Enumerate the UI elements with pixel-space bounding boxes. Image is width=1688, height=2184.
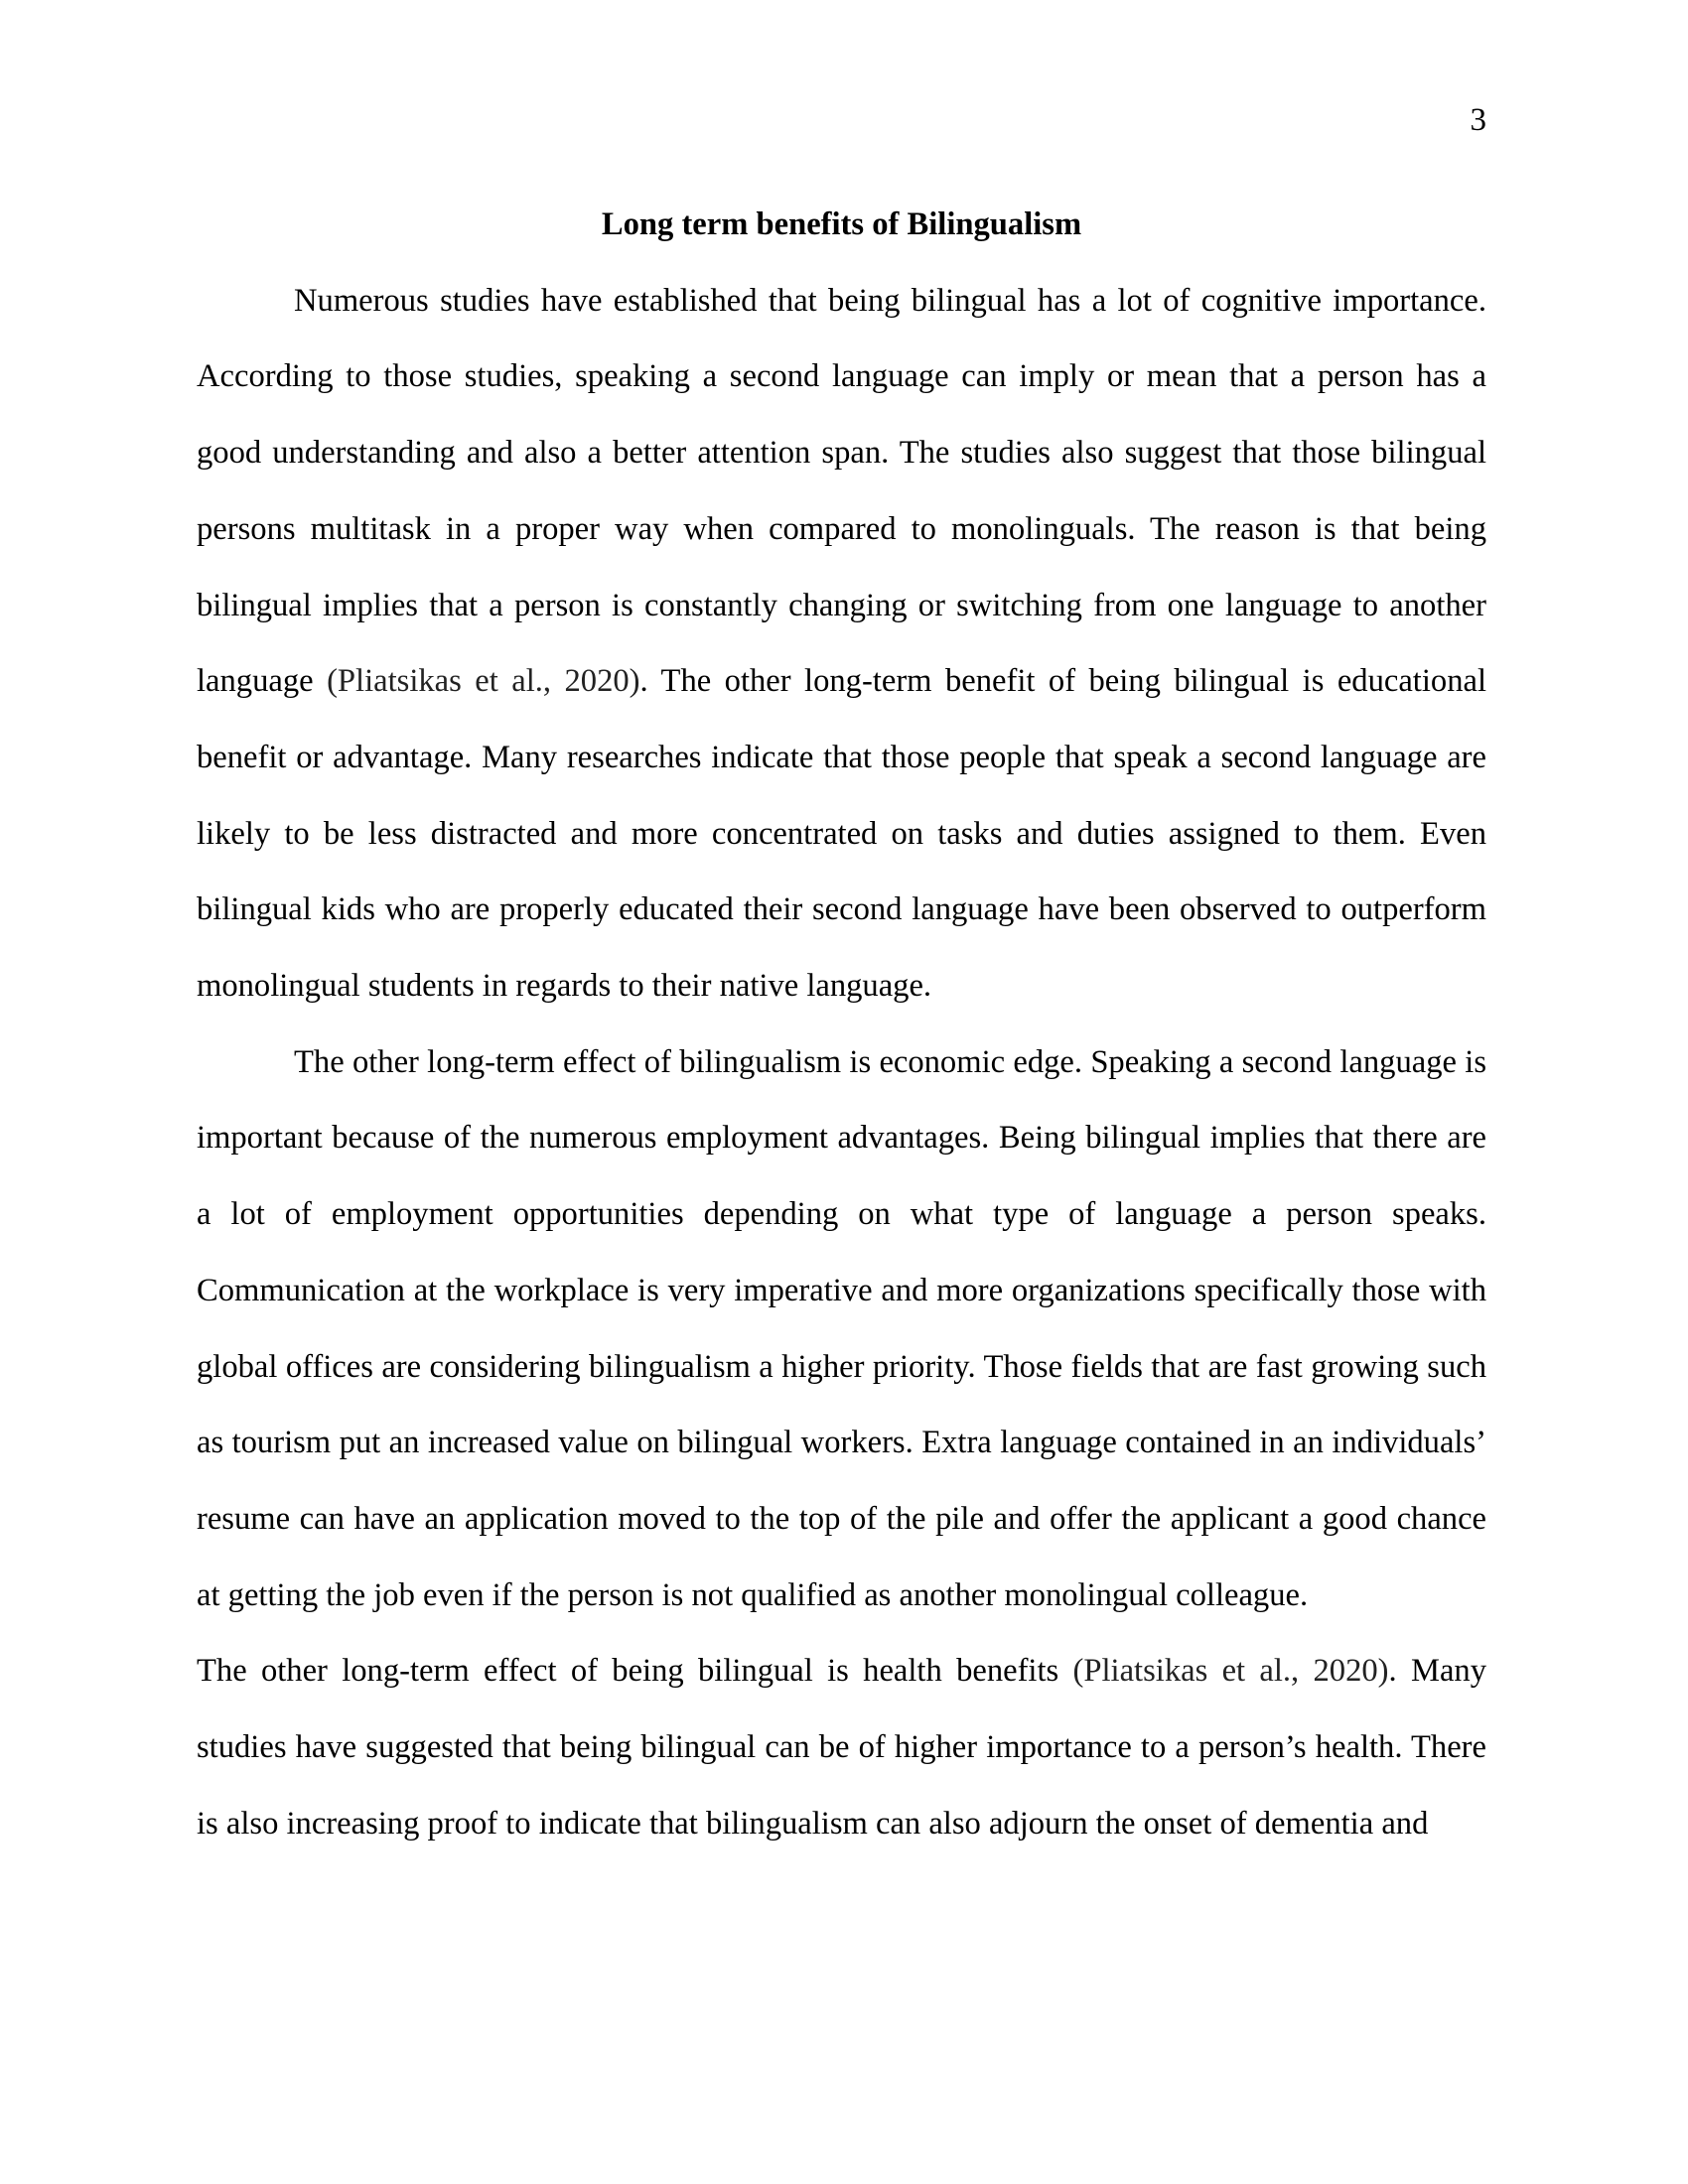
page-number: 3 — [1470, 102, 1486, 138]
paragraph-cognitive-educational — [197, 263, 1486, 1024]
citation: (Pliatsikas et al., 2020) — [1072, 1653, 1389, 1690]
paragraph-economic: The other long-term effect of bilingualism is economic edge. Speaking a second language is important because of the numerous employment advantages. Being bilingual implies that there are a lot of employment opportunities depending on what type of language a person speaks. Communication at the workplace is very imperative and more organizations specifically those with global offices are considering bilingualism a higher priority. Those fields that are fast growing such as tourism put an increased value on bilingual workers. Extra language contained in an individuals’ resume can have an application moved to the top of the pile and offer the applicant a good chance at getting the job even if the person is not qualified as another monolingual colleague. — [197, 1043, 1486, 1613]
paragraph-health — [197, 1633, 1486, 1861]
citation: (Pliatsikas et al., 2020) — [327, 663, 640, 700]
paragraph-text: The other long-term effect of being bilingual is health benefits — [197, 1653, 1073, 1690]
paragraph-text: . Many studies have suggested that being bilingual can be of higher importance to a person’s health. There is also increasing proof to indicate that bilingualism can also adjourn the onset of dementia and — [197, 1653, 1486, 1842]
document-body — [197, 187, 1486, 1861]
paragraph-text: Numerous studies have established that being bilingual has a lot of cognitive importance. According to those studies, speaking a second language can imply or mean that a person has a good understanding and also a better attention span. The studies also suggest that those bilingual persons multitask in a proper way when compared to monolinguals. The reason is that being bilingual implies that a person is constantly changing or switching from one language to another language — [197, 282, 1486, 700]
section-title: Long term benefits of Bilingualism — [601, 206, 1082, 242]
paragraph-text: . The other long-term benefit of being bilingual is educational benefit or advantage. Many researches indicate that those people that speak a second language are likely to be less distracted and more concentrated on tasks and duties assigned to them. Even bilingual kids who are properly educated their second language have been observed to outperform monolingual students in regards to their native language. — [197, 663, 1486, 1005]
